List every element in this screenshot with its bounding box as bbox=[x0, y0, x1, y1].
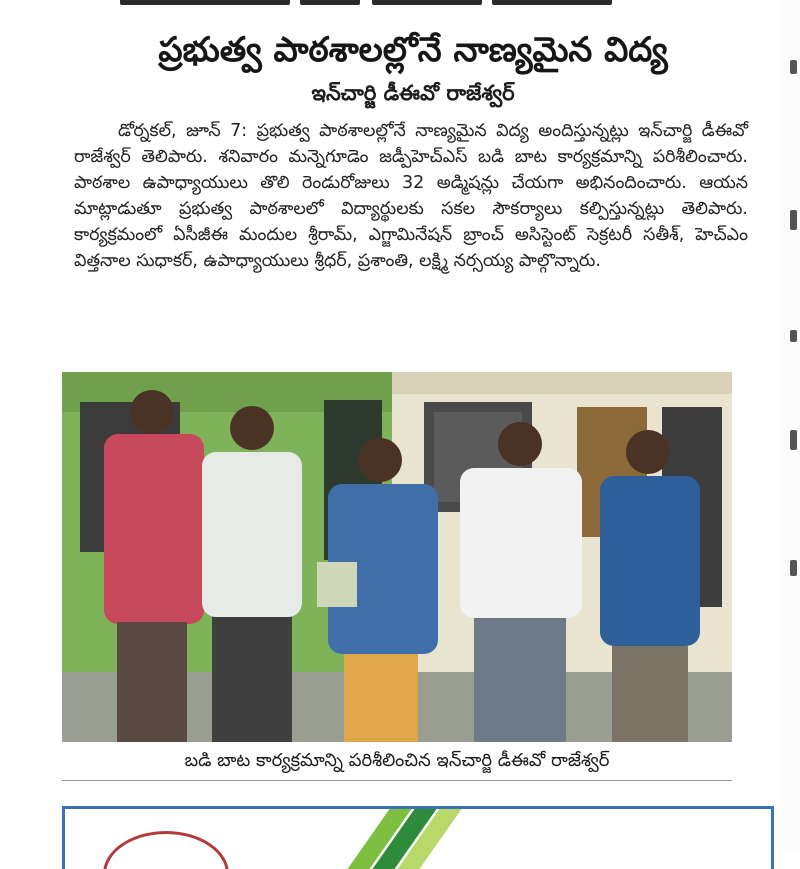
photo-scene bbox=[62, 372, 732, 742]
article-body: డోర్నకల్, జూన్ 7: ప్రభుత్వ పాఠశాలల్లోనే నాణ్యమైన విద్య అందిస్తున్నట్లు ఇన్‌చార్జి డీఈవో రాజేశ్వర్ తెలిపారు. శనివారం మన్నెగూడెం జడ్పీహెచ్ఎస్ బడి బాట కార్యక్రమాన్ని పరిశీలించారు. పాఠశాల ఉపాధ్యాయులు తొలి రెండురోజులు 32 అడ్మిషన్లు చేయగా అభినందించారు. ఆయన మాట్లాడుతూ ప్రభుత్వ పాఠశాలలో విద్యార్థులకు సకల సౌకర్యాలు కల్పిస్తున్నట్లు తెలిపారు. కార్యక్రమంలో ఏసీజీఈ మందుల శ్రీరామ్, ఎగ్జామినేషన్ బ్రాంచ్ అసిస్టెంట్ సెక్రటరీ సతీశ్, హెచ్ఎం విత్తనాల సుధాకర్, ఉపాధ్యాయులు శ్రీధర్, ప్రశాంతి, లక్ష్మి నర్సయ్య పాల్గొన్నారు. bbox=[74, 121, 748, 271]
news-article bbox=[60, 12, 766, 274]
emblem-seal bbox=[103, 831, 229, 869]
caption-divider bbox=[62, 780, 732, 781]
advertisement-banner bbox=[62, 806, 774, 869]
news-photo bbox=[62, 372, 732, 742]
adjacent-column-edge bbox=[782, 0, 800, 851]
article-byline: ఇన్‌చార్జి డీఈవో రాజేశ్వర్ bbox=[311, 81, 515, 105]
photo-caption: బడి బాట కార్యక్రమాన్ని పరిశీలించిన ఇన్‌చార్జి డీఈవో రాజేశ్వర్ bbox=[184, 750, 610, 771]
previous-article-fragment bbox=[0, 0, 800, 10]
article-headline: ప్రభుత్వ పాఠశాలల్లోనే నాణ్యమైన విద్య bbox=[158, 30, 668, 70]
